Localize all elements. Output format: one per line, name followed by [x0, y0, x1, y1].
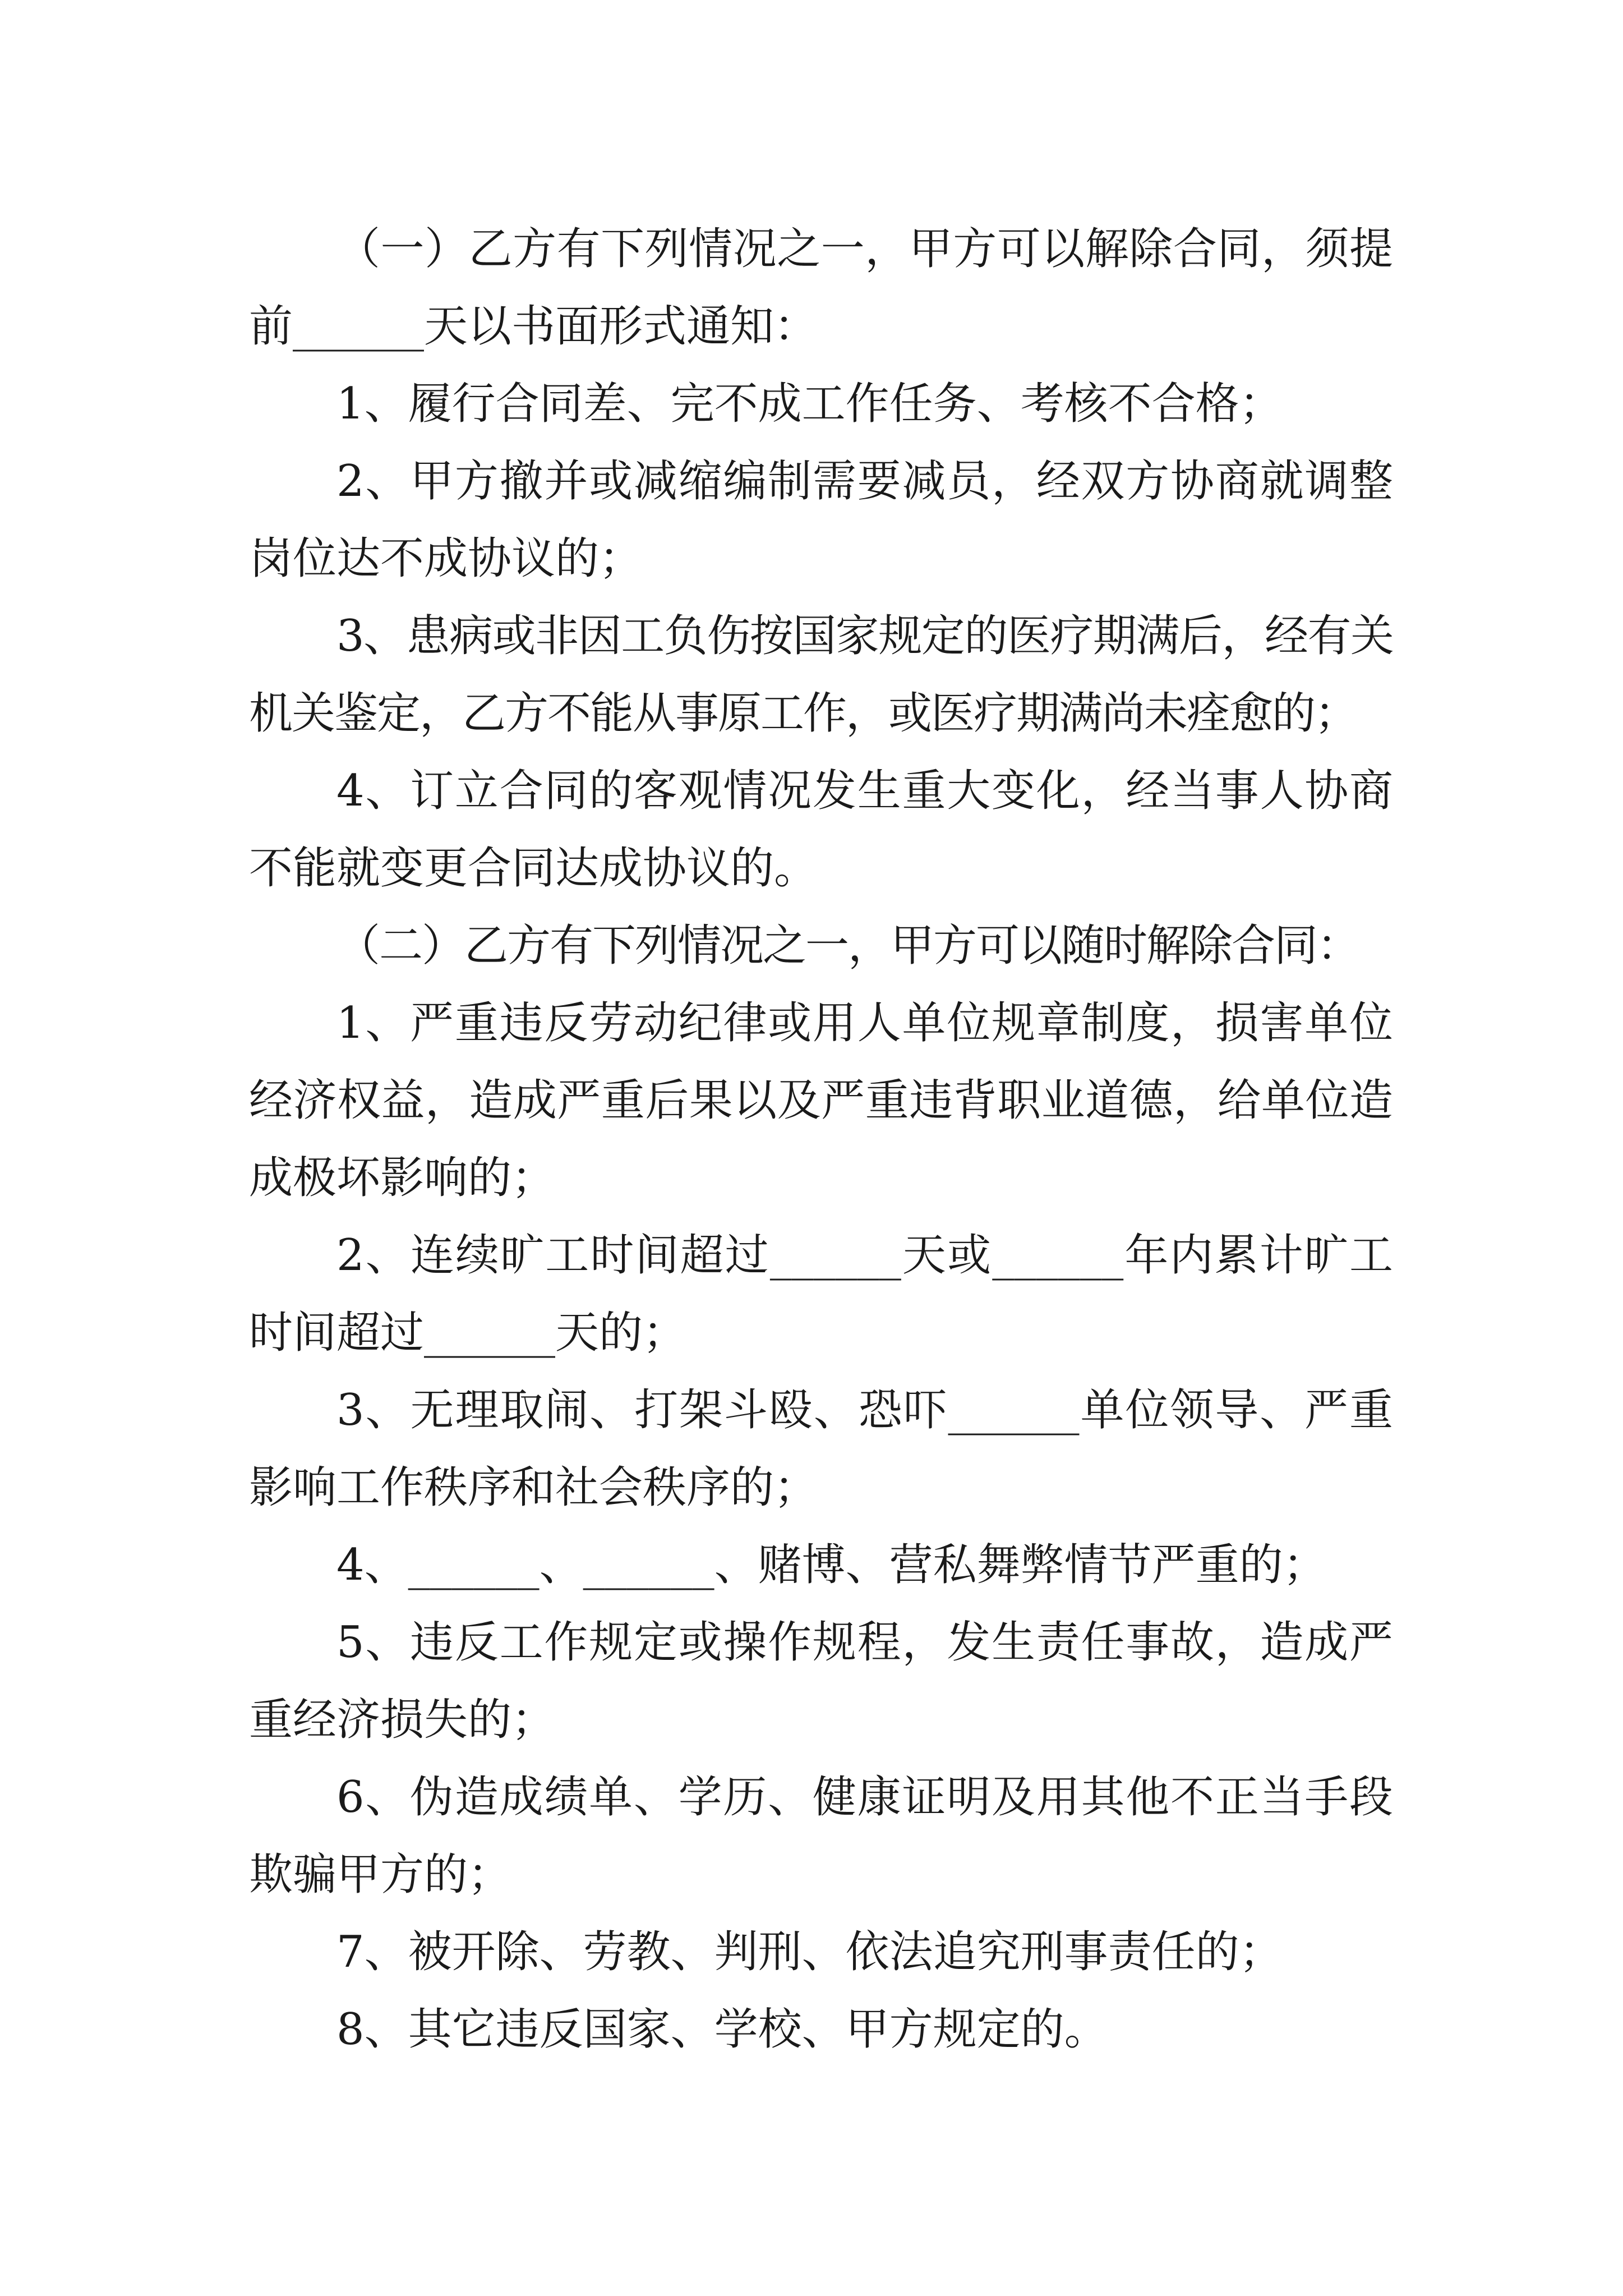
section-1-heading: （一）乙方有下列情况之一，甲方可以解除合同，须提前______天以书面形式通知：	[249, 224, 1393, 352]
section-2-item-4: 4、______、______、赌博、营私舞弊情节严重的；	[336, 1540, 1327, 1590]
section-1-item-4: 4、订立合同的客观情况发生重大变化，经当事人协商不能就变更合同达成协议的。	[249, 766, 1393, 894]
section-2-item-5: 5、违反工作规定或操作规程，发生责任事故，造成严重经济损失的；	[249, 1617, 1393, 1745]
section-2-item-8: 8、其它违反国家、学校、甲方规定的。	[336, 2004, 1108, 2055]
section-2-item-1: 1、严重违反劳动纪律或用人单位规章制度，损害单位经济权益，造成严重后果以及严重违背职业道德，给单位造成极坏影响的；	[249, 998, 1393, 1203]
section-1-item-2: 2、甲方撤并或减缩编制需要减员，经双方协商就调整岗位达不成协议的；	[249, 456, 1393, 584]
section-1-item-1: 1、履行合同差、完不成工作任务、考核不合格；	[336, 379, 1283, 429]
section-2-heading: （二）乙方有下列情况之一，甲方可以随时解除合同：	[336, 921, 1360, 971]
section-2-item-7: 7、被开除、劳教、判刑、依法追究刑事责任的；	[336, 1927, 1283, 1977]
section-2-item-3: 3、无理取闹、打架斗殴、恐吓______单位领导、严重影响工作秩序和社会秩序的；	[249, 1385, 1393, 1513]
section-2-item-6: 6、伪造成绩单、学历、健康证明及用其他不正当手段欺骗甲方的；	[249, 1772, 1393, 1900]
document-body	[249, 210, 1393, 2068]
section-1-item-3: 3、患病或非因工负伤按国家规定的医疗期满后，经有关机关鉴定，乙方不能从事原工作，或医疗期满尚未痊愈的；	[249, 611, 1393, 739]
section-2-item-2: 2、连续旷工时间超过______天或______年内累计旷工时间超过______天的；	[249, 1230, 1393, 1358]
